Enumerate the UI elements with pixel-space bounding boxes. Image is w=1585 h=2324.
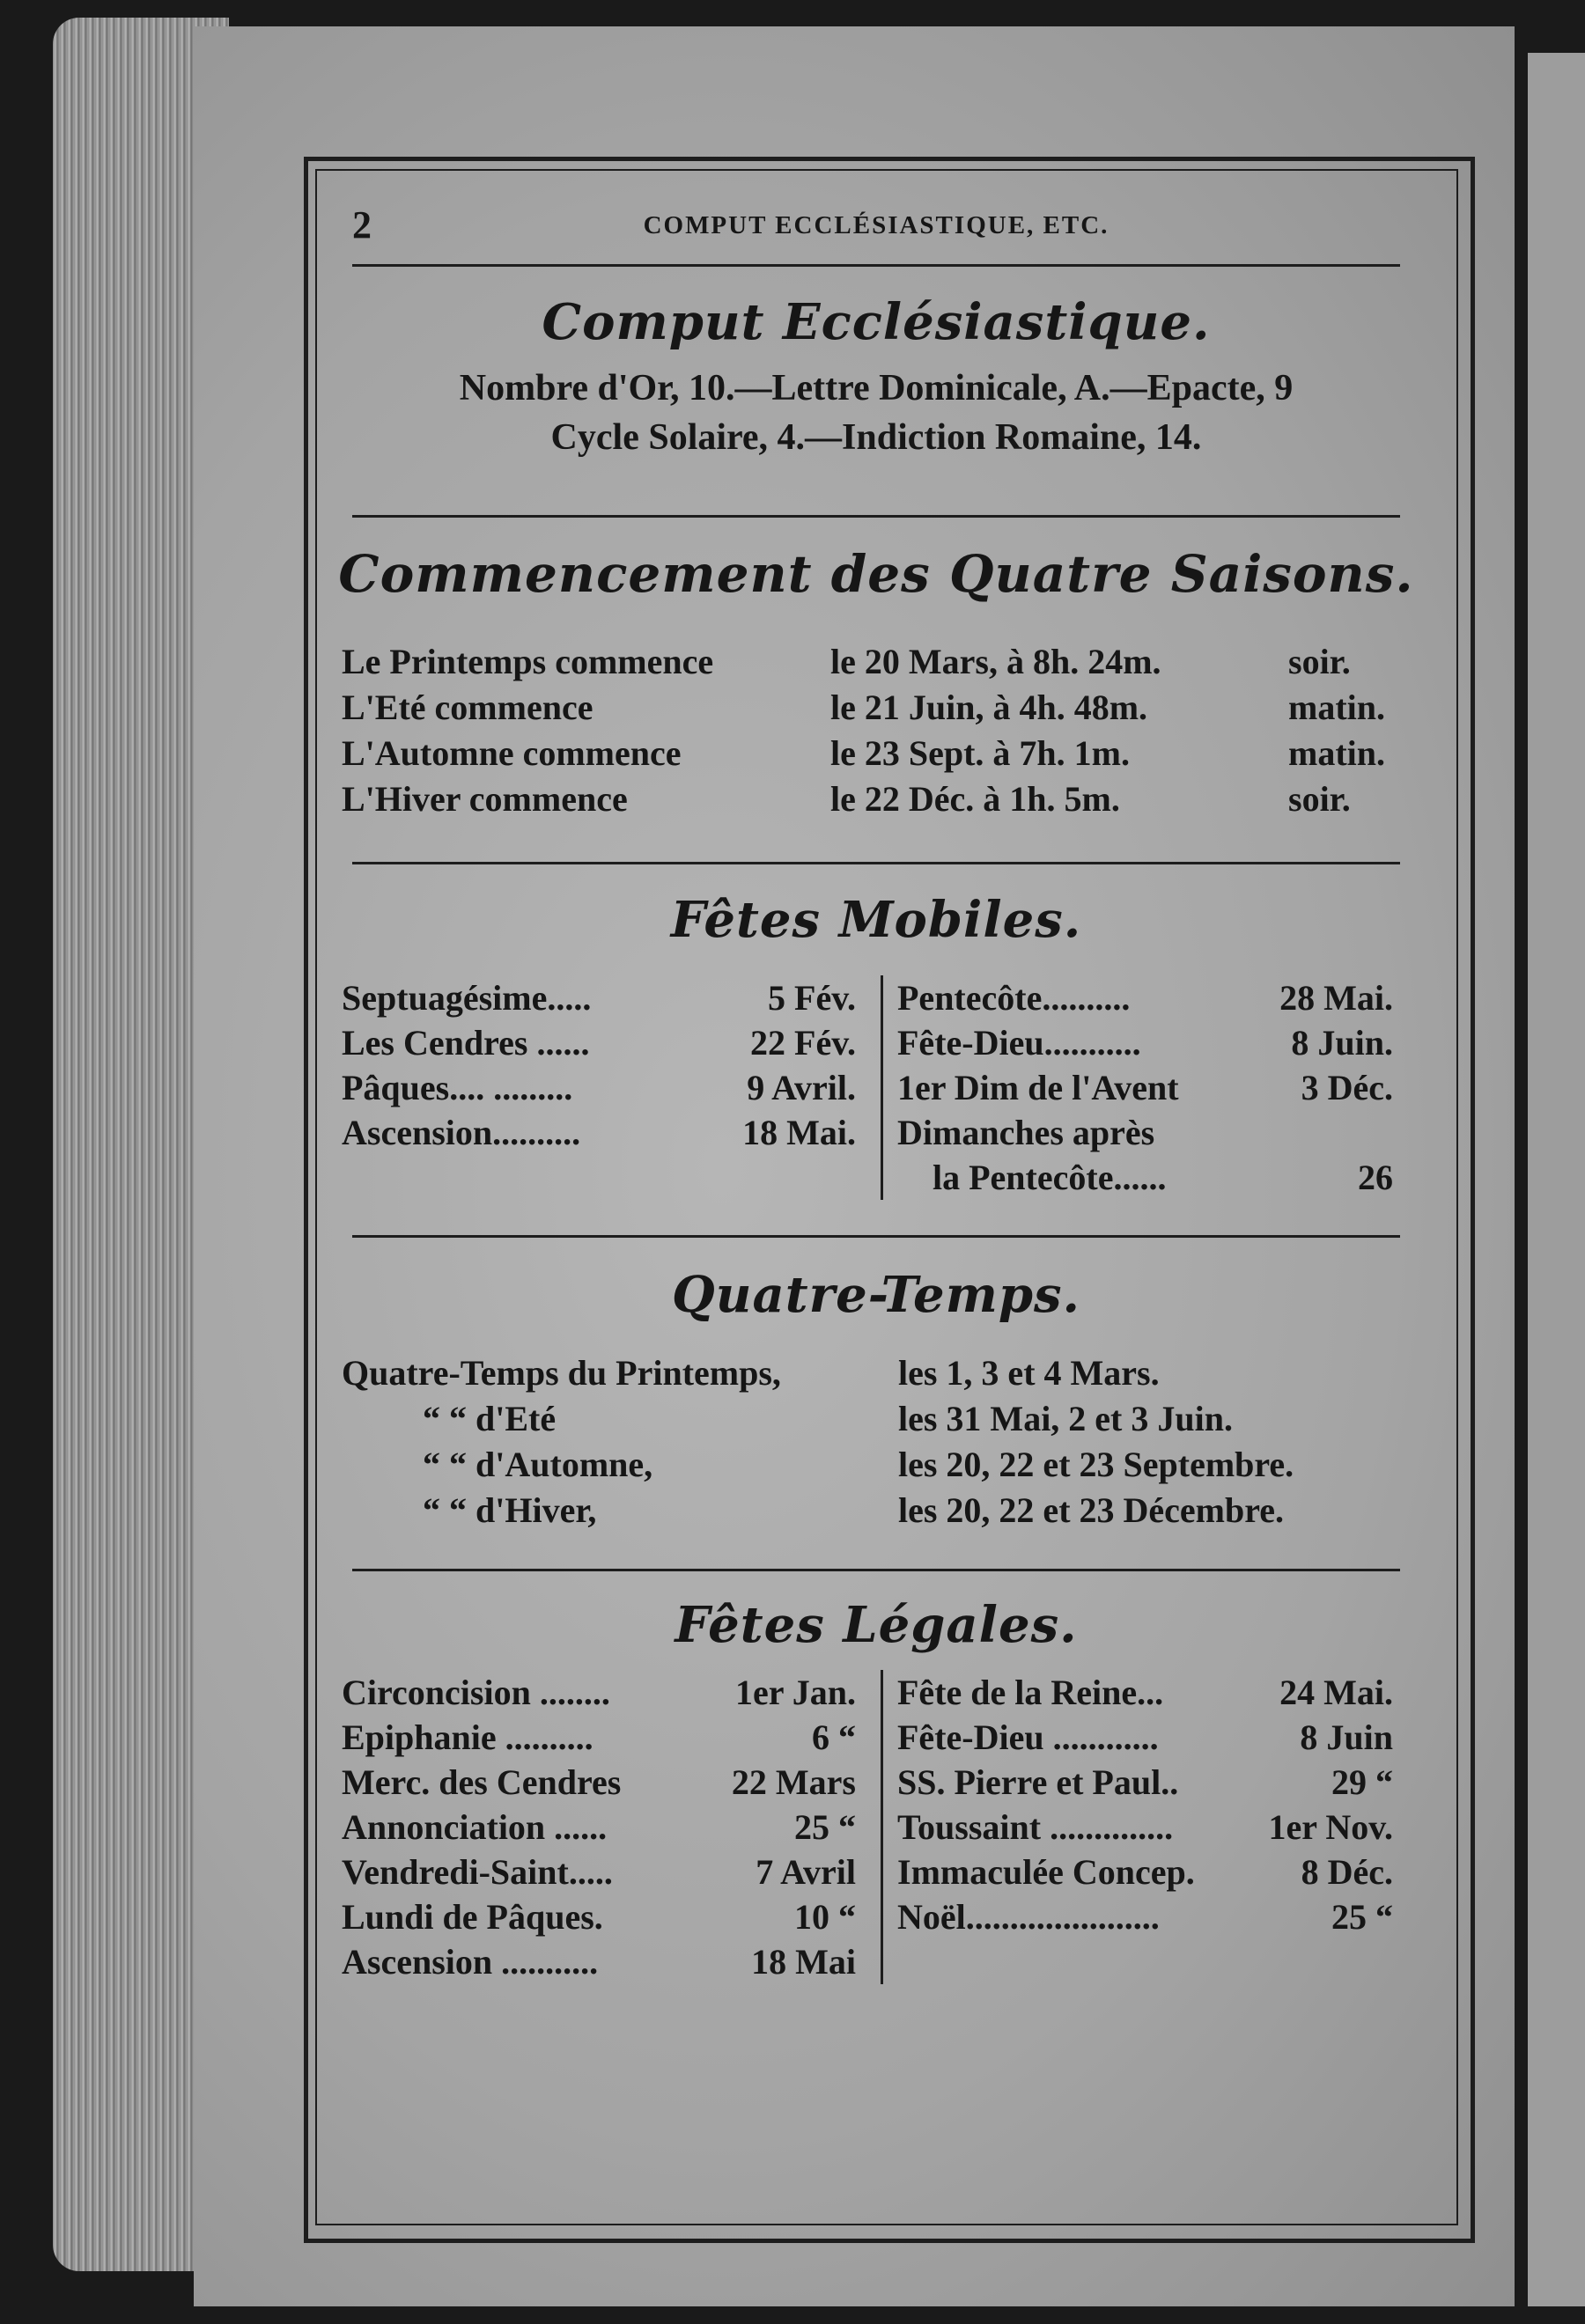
season-date: le 20 Mars, à 8h. 24m. xyxy=(830,642,1161,681)
season-label: Le Printemps commence xyxy=(342,642,714,681)
feast-name: Fête-Dieu ............ xyxy=(897,1717,1159,1757)
feast-date: 6 “ xyxy=(812,1717,856,1757)
feast-date: 29 “ xyxy=(1331,1762,1393,1802)
feast-name: Dimanches après xyxy=(897,1113,1155,1152)
feast-item xyxy=(897,1715,1418,1760)
quatre-temps-row xyxy=(335,1350,1418,1396)
quatre-temps-dates: les 31 Mai, 2 et 3 Juin. xyxy=(898,1399,1233,1438)
feast-item xyxy=(897,1065,1418,1110)
feast-name: Lundi de Pâques. xyxy=(342,1897,603,1937)
fetes-mobiles-left-column xyxy=(335,975,881,1200)
quatre-temps-row xyxy=(335,1442,1418,1488)
feast-name: Ascension.......... xyxy=(342,1113,581,1152)
divider xyxy=(352,1235,1400,1238)
season-period: matin. xyxy=(1288,733,1385,773)
season-date: le 21 Juin, à 4h. 48m. xyxy=(830,688,1148,727)
feast-date: 1er Nov. xyxy=(1268,1807,1393,1847)
feast-date: 25 “ xyxy=(1331,1897,1393,1937)
feast-name: Fête de la Reine... xyxy=(897,1673,1164,1712)
feast-item xyxy=(342,1850,881,1894)
feast-item xyxy=(897,975,1418,1020)
feast-date: 9 Avril. xyxy=(747,1068,856,1107)
section-title: Fêtes Mobiles. xyxy=(670,891,1082,949)
quatre-temps-label: Quatre-Temps du Printemps, xyxy=(342,1353,781,1393)
season-label: L'Automne commence xyxy=(342,733,682,773)
feast-item xyxy=(342,1020,881,1065)
fetes-mobiles-right-column xyxy=(881,975,1418,1200)
feast-name: Fête-Dieu........... xyxy=(897,1023,1141,1063)
feast-date: 26 xyxy=(1358,1158,1393,1197)
feast-name: Immaculée Concep. xyxy=(897,1852,1195,1892)
season-row xyxy=(335,731,1418,776)
feast-date: 8 Déc. xyxy=(1301,1852,1393,1892)
section-title: Fêtes Légales. xyxy=(675,1596,1078,1654)
feast-date: 5 Fév. xyxy=(768,978,856,1018)
season-date: le 23 Sept. à 7h. 1m. xyxy=(830,733,1130,773)
seasons-section xyxy=(335,544,1418,822)
feast-item xyxy=(897,1155,1418,1200)
quatre-temps-row xyxy=(335,1488,1418,1533)
comput-line: Nombre d'Or, 10.—Lettre Dominicale, A.—Epacte, 9 xyxy=(459,368,1294,408)
feast-name: Pâques.... ......... xyxy=(342,1068,573,1107)
feast-item xyxy=(342,975,881,1020)
feast-name: Noël...................... xyxy=(897,1897,1160,1937)
fetes-legales-table xyxy=(335,1670,1418,1984)
fetes-legales-left-column xyxy=(335,1670,881,1984)
divider xyxy=(352,515,1400,518)
section-title: Commencement des Quatre Saisons. xyxy=(338,544,1414,604)
feast-item xyxy=(897,1670,1418,1715)
fetes-mobiles-section xyxy=(335,891,1418,1200)
feast-item xyxy=(342,1065,881,1110)
feast-item xyxy=(342,1670,881,1715)
fetes-mobiles-table xyxy=(335,975,1418,1200)
quatre-temps-label: “ “ d'Hiver, xyxy=(423,1490,597,1530)
season-label: L'Eté commence xyxy=(342,688,593,727)
section-title: Comput Ecclésiastique. xyxy=(542,293,1211,351)
feast-date: 24 Mai. xyxy=(1279,1673,1393,1712)
feast-item xyxy=(342,1805,881,1850)
feast-date: 28 Mai. xyxy=(1279,978,1393,1018)
divider xyxy=(352,862,1400,864)
season-period: soir. xyxy=(1288,779,1351,819)
feast-item xyxy=(897,1805,1418,1850)
comput-section xyxy=(335,293,1418,462)
season-period: matin. xyxy=(1288,688,1385,727)
feast-item xyxy=(342,1110,881,1155)
season-row xyxy=(335,639,1418,685)
feast-name: Ascension ........... xyxy=(342,1942,599,1982)
feast-date: 18 Mai xyxy=(751,1942,856,1982)
divider xyxy=(352,264,1400,267)
season-row xyxy=(335,685,1418,731)
feast-name: Les Cendres ...... xyxy=(342,1023,590,1063)
feast-item xyxy=(897,1760,1418,1805)
season-period: soir. xyxy=(1288,642,1351,681)
quatre-temps-dates: les 20, 22 et 23 Septembre. xyxy=(898,1445,1294,1484)
feast-name: la Pentecôte...... xyxy=(933,1158,1167,1197)
feast-date: 7 Avril xyxy=(756,1852,856,1892)
feast-item xyxy=(342,1715,881,1760)
page-number: 2 xyxy=(352,203,372,246)
season-label: L'Hiver commence xyxy=(342,779,628,819)
quatre-temps-label: “ “ d'Eté xyxy=(423,1399,557,1438)
page-header xyxy=(335,185,1418,264)
feast-item xyxy=(342,1939,881,1984)
feast-item xyxy=(342,1760,881,1805)
feast-item xyxy=(897,1110,1418,1155)
facing-page-edge xyxy=(1528,53,1585,2306)
feast-name: Pentecôte.......... xyxy=(897,978,1131,1018)
feast-date: 1er Jan. xyxy=(734,1673,856,1712)
feast-name: Circoncision ........ xyxy=(342,1673,610,1712)
feast-item xyxy=(897,1894,1418,1939)
comput-line: Cycle Solaire, 4.—Indiction Romaine, 14. xyxy=(550,417,1202,458)
feast-name: Septuagésime..... xyxy=(342,978,592,1018)
feast-date: 3 Déc. xyxy=(1301,1068,1393,1107)
feast-item xyxy=(342,1894,881,1939)
feast-name: 1er Dim de l'Avent xyxy=(897,1068,1179,1107)
feast-name: SS. Pierre et Paul.. xyxy=(897,1762,1179,1802)
quatre-temps-label: “ “ d'Automne, xyxy=(423,1445,653,1484)
season-row xyxy=(335,776,1418,822)
quatre-temps-section xyxy=(335,1266,1418,1533)
running-title: COMPUT ECCLÉSIASTIQUE, ETC. xyxy=(643,211,1110,239)
season-date: le 22 Déc. à 1h. 5m. xyxy=(830,779,1120,819)
feast-date: 8 Juin. xyxy=(1291,1023,1393,1063)
fetes-legales-right-column xyxy=(881,1670,1418,1984)
feast-date: 25 “ xyxy=(794,1807,856,1847)
feast-date: 22 Fév. xyxy=(750,1023,856,1063)
feast-date: 18 Mai. xyxy=(742,1113,856,1152)
quatre-temps-row xyxy=(335,1396,1418,1442)
feast-date: 8 Juin xyxy=(1300,1717,1393,1757)
feast-item xyxy=(897,1020,1418,1065)
divider xyxy=(352,1569,1400,1571)
fetes-legales-section xyxy=(335,1596,1418,1984)
feast-name: Toussaint .............. xyxy=(897,1807,1174,1847)
feast-date: 10 “ xyxy=(794,1897,856,1937)
feast-date: 22 Mars xyxy=(731,1762,856,1802)
feast-name: Merc. des Cendres xyxy=(342,1762,622,1802)
section-title: Quatre-Temps. xyxy=(671,1266,1081,1324)
quatre-temps-dates: les 1, 3 et 4 Mars. xyxy=(898,1353,1160,1393)
feast-name: Vendredi-Saint..... xyxy=(342,1852,613,1892)
feast-name: Annonciation ...... xyxy=(342,1807,608,1847)
page-content xyxy=(335,185,1418,1984)
feast-item xyxy=(897,1850,1418,1894)
feast-name: Epiphanie .......... xyxy=(342,1717,593,1757)
quatre-temps-dates: les 20, 22 et 23 Décembre. xyxy=(898,1490,1285,1530)
